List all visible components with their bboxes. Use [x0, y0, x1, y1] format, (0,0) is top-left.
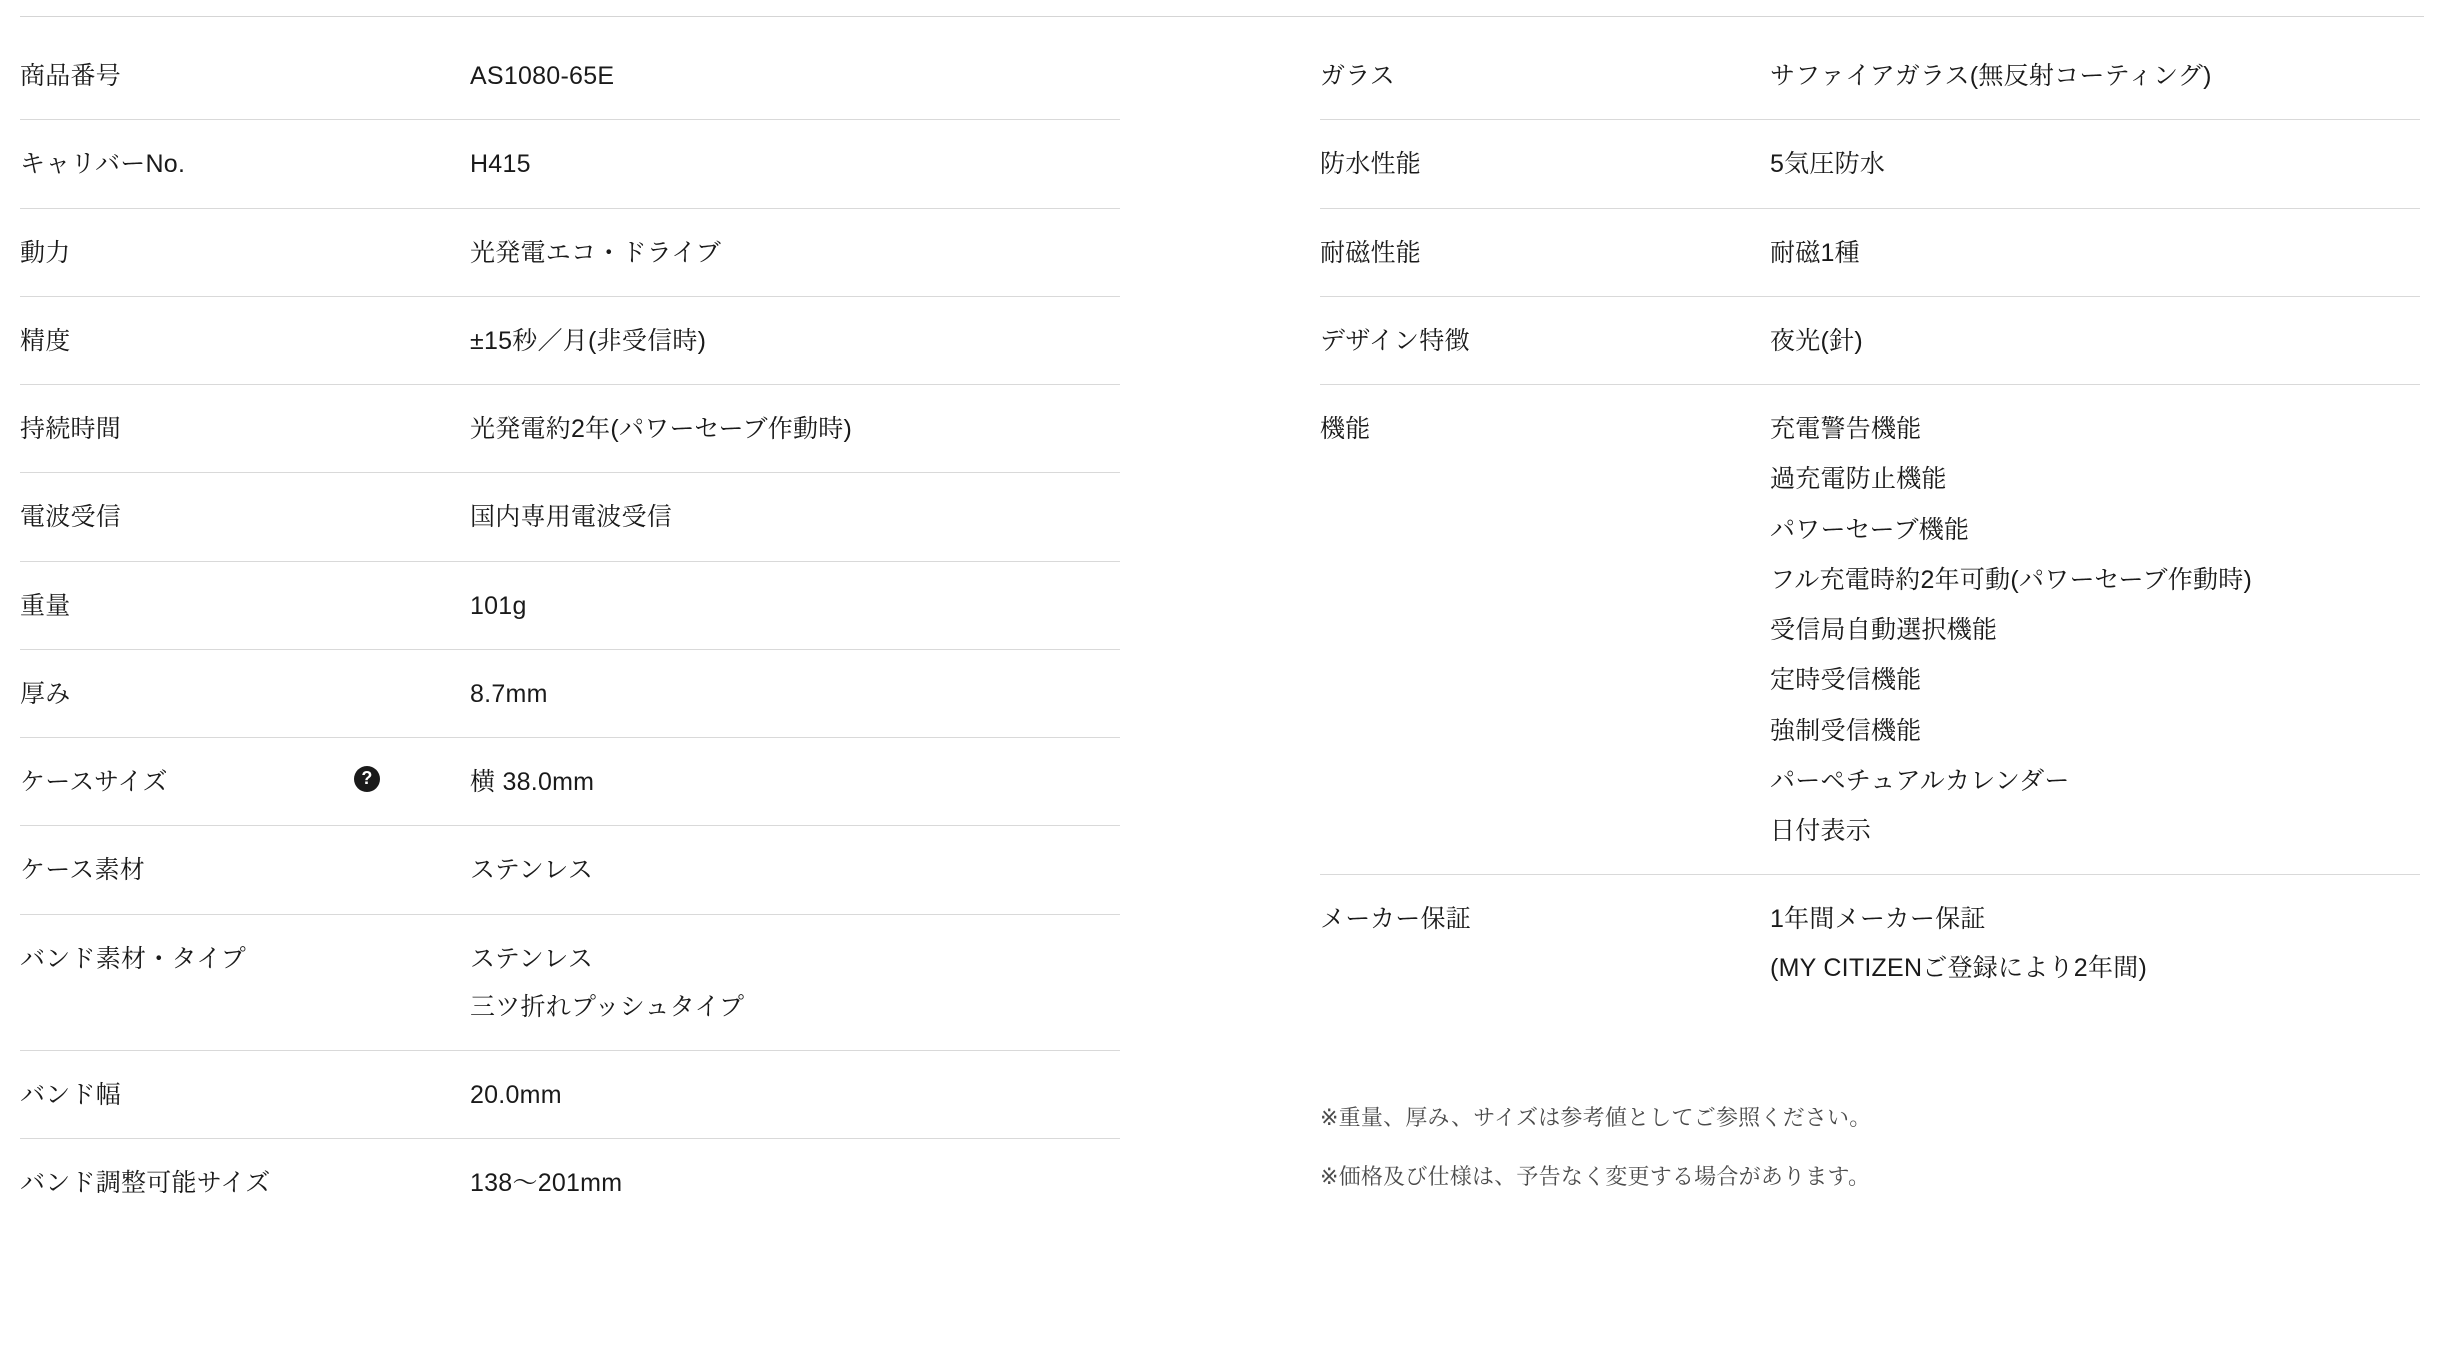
spec-label — [1320, 411, 1770, 447]
spec-label-text: 精度 — [20, 326, 71, 355]
spec-value — [1770, 146, 2420, 182]
help-question-icon[interactable]: ? — [354, 766, 380, 792]
spec-row-functions — [1320, 385, 2420, 875]
spec-value — [470, 1165, 1120, 1201]
spec-row — [20, 209, 1120, 297]
spec-value — [470, 146, 1120, 182]
spec-label-text: 機能 — [1320, 415, 1371, 443]
spec-value — [470, 941, 1120, 1026]
spec-value-line: ±15秒／月(非受信時) — [470, 326, 707, 355]
spec-label-text: キャリバーNo. — [20, 150, 186, 179]
spec-value-line: 138〜201mm — [470, 1169, 623, 1198]
spec-label — [20, 323, 470, 359]
spec-row — [20, 473, 1120, 561]
spec-value — [470, 499, 1120, 535]
spec-label — [20, 499, 470, 535]
spec-row — [20, 297, 1120, 385]
spec-value-line: 101g — [470, 591, 527, 620]
spec-value — [470, 852, 1120, 888]
spec-row — [20, 48, 1120, 120]
spec-row — [20, 826, 1120, 914]
spec-value — [470, 58, 1120, 94]
spec-label — [1320, 146, 1770, 182]
spec-value — [1770, 901, 2420, 986]
spec-value-line: 強制受信機能 — [1770, 716, 1922, 745]
spec-label — [20, 1165, 470, 1201]
spec-row — [1320, 120, 2420, 208]
spec-label — [20, 588, 470, 624]
footnote: ※重量、厚み、サイズは参考値としてご参照ください。 — [1320, 1104, 1872, 1130]
spec-row-warranty — [1320, 875, 2420, 1011]
spec-label-text: 防水性能 — [1320, 150, 1422, 179]
spec-value-line: (MY CITIZENご登録により2年間) — [1770, 953, 2148, 982]
spec-value-line: 横 38.0mm — [470, 768, 595, 796]
spec-value-line: 1年間メーカー保証 — [1770, 905, 1986, 934]
spec-value — [470, 1077, 1120, 1113]
spec-row — [20, 915, 1120, 1052]
spec-row — [20, 650, 1120, 738]
spec-value — [470, 588, 1120, 624]
spec-label-text: ケース素材 — [20, 856, 146, 885]
spec-label-text: 耐磁性能 — [1320, 238, 1422, 267]
spec-label-text: 厚み — [20, 679, 71, 708]
spec-label — [20, 764, 470, 800]
spec-label-text: デザイン特徴 — [1320, 326, 1470, 355]
spec-value-line: 過充電防止機能 — [1770, 465, 1947, 494]
spec-row — [1320, 48, 2420, 120]
spec-value-line: 8.7mm — [470, 679, 548, 708]
spec-label-text: バンド素材・タイプ — [20, 944, 247, 973]
spec-label-text: バンド調整可能サイズ — [20, 1169, 271, 1198]
spec-value-line: 耐磁1種 — [1770, 238, 1860, 267]
spec-label-text: 電波受信 — [20, 503, 122, 532]
spec-row — [1320, 209, 2420, 297]
footnote: ※価格及び仕様は、予告なく変更する場合があります。 — [1320, 1163, 1871, 1189]
spec-value-line: ステンレス — [470, 944, 594, 973]
spec-label — [1320, 58, 1770, 94]
spec-label — [20, 941, 470, 977]
spec-value — [470, 411, 1120, 447]
spec-label-text: ケースサイズ — [20, 768, 168, 796]
spec-value-line: 夜光(針) — [1770, 326, 1863, 355]
spec-label-text: ガラス — [1320, 62, 1396, 90]
spec-label — [1320, 901, 1770, 937]
spec-value-line: 光発電約2年(パワーセーブ作動時) — [470, 415, 853, 443]
spec-value — [470, 235, 1120, 271]
spec-label — [1320, 323, 1770, 359]
spec-value-line: H415 — [470, 150, 531, 179]
spec-label-text: メーカー保証 — [1320, 905, 1472, 934]
spec-value-line: 国内専用電波受信 — [470, 503, 673, 532]
spec-label — [20, 852, 470, 888]
spec-row-case-size — [20, 738, 1120, 826]
spec-value — [470, 323, 1120, 359]
spec-label — [20, 1077, 470, 1113]
spec-value-line: パーペチュアルカレンダー — [1770, 766, 2070, 795]
spec-label — [20, 146, 470, 182]
spec-value — [1770, 323, 2420, 359]
spec-row — [20, 562, 1120, 650]
spec-label — [20, 676, 470, 712]
spec-value — [470, 764, 1120, 800]
spec-value — [1770, 235, 2420, 271]
spec-row — [20, 1051, 1120, 1139]
spec-value-line: フル充電時約2年可動(パワーセーブ作動時) — [1770, 565, 2253, 594]
spec-value-line: ステンレス — [470, 856, 594, 885]
right-spec-table — [1320, 48, 2420, 1227]
spec-value — [470, 676, 1120, 712]
spec-label-text: 持続時間 — [20, 415, 122, 443]
spec-value-line: 光発電エコ・ドライブ — [470, 238, 722, 267]
spec-label-text: 動力 — [20, 238, 71, 267]
spec-value-line: 三ツ折れプッシュタイプ — [470, 992, 745, 1021]
spec-label — [20, 58, 470, 94]
footnotes — [1320, 1101, 2420, 1193]
spec-row — [1320, 297, 2420, 385]
spec-row — [20, 120, 1120, 208]
spec-value — [1770, 411, 2420, 849]
spec-columns — [0, 48, 2444, 1227]
spec-value-line: サファイアガラス(無反射コーティング) — [1770, 62, 2212, 90]
spec-value-line: 定時受信機能 — [1770, 666, 1922, 695]
spec-label-text: 商品番号 — [20, 62, 122, 90]
top-divider — [20, 16, 2424, 17]
spec-value-line: 受信局自動選択機能 — [1770, 616, 1998, 644]
spec-label-text: バンド幅 — [20, 1081, 122, 1109]
spec-label — [1320, 235, 1770, 271]
spec-label — [20, 411, 470, 447]
spec-value-line: AS1080-65E — [470, 62, 615, 90]
left-spec-table — [20, 48, 1120, 1227]
spec-row — [20, 1139, 1120, 1226]
spec-label — [20, 235, 470, 271]
spec-label-text: 重量 — [20, 591, 71, 620]
spec-row — [20, 385, 1120, 473]
spec-value-line: 20.0mm — [470, 1081, 562, 1109]
spec-value — [1770, 58, 2420, 94]
spec-value-line: パワーセーブ機能 — [1770, 515, 1970, 544]
spec-value-line: 日付表示 — [1770, 817, 1872, 845]
spec-value-line: 充電警告機能 — [1770, 415, 1922, 443]
spec-value-line: 5気圧防水 — [1770, 150, 1886, 179]
